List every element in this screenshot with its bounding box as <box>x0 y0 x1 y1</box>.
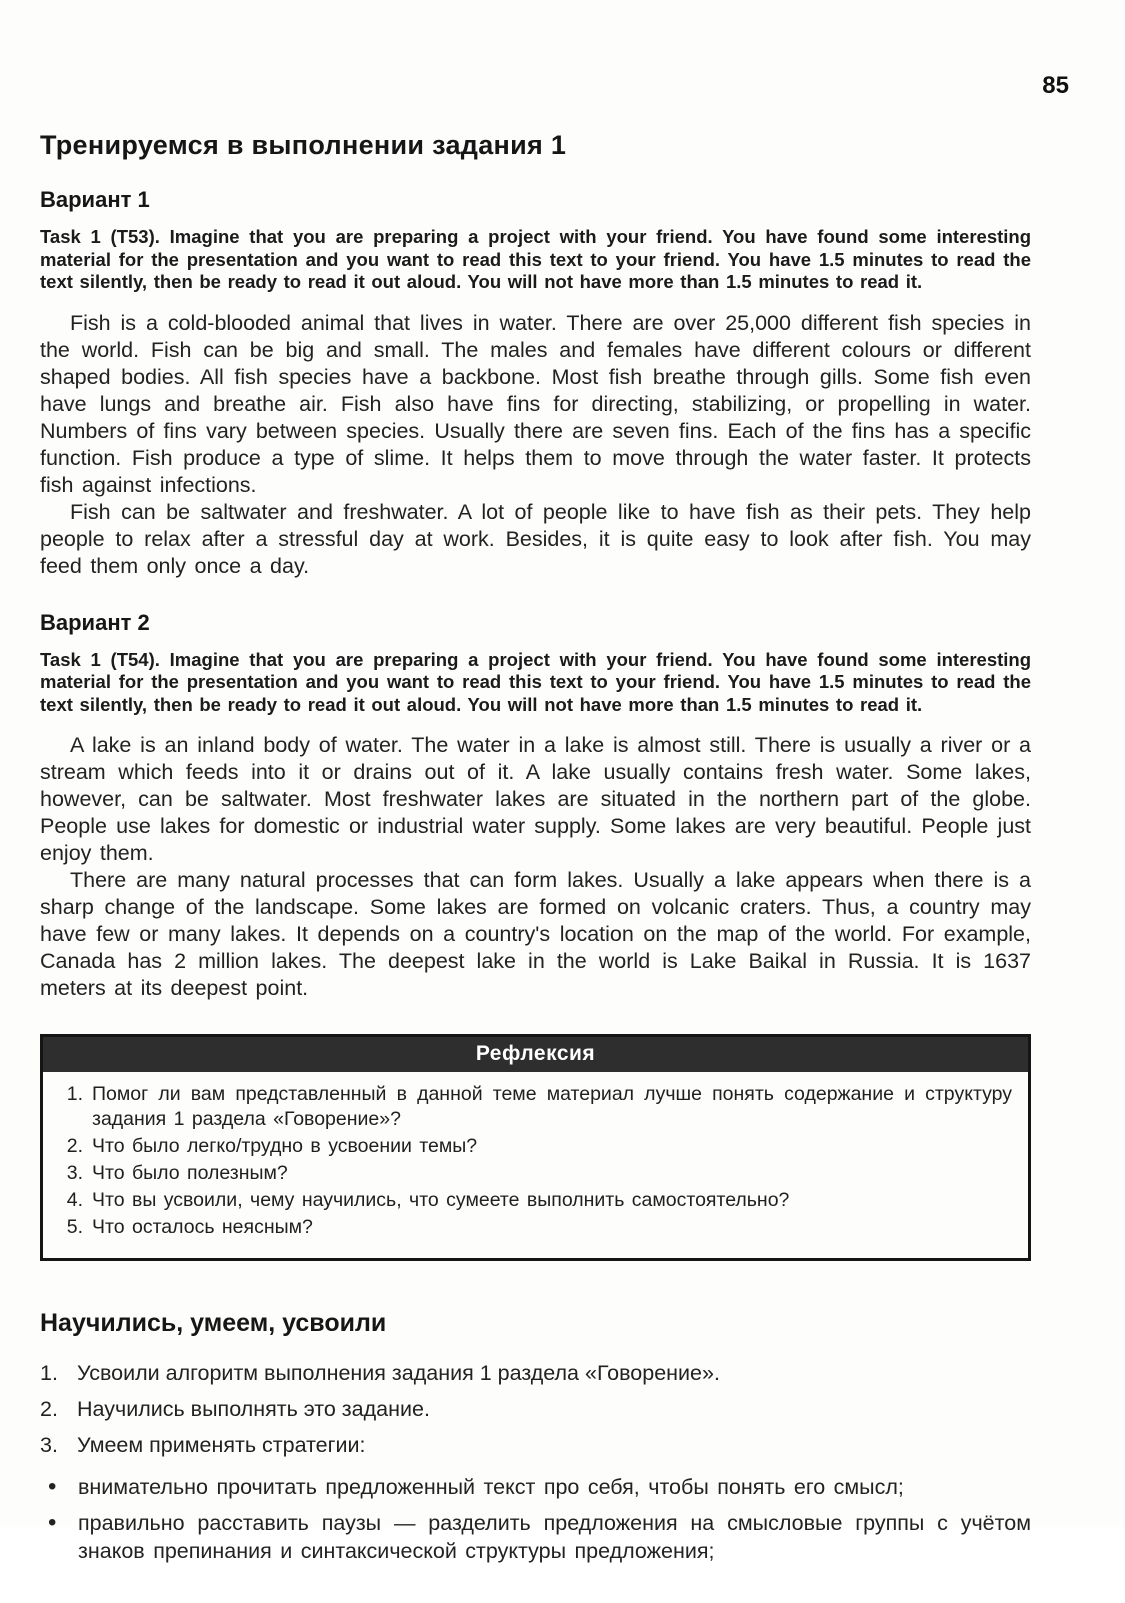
task-1-t54-label: Task 1 (T54). <box>40 648 160 670</box>
reflection-box <box>40 1034 1031 1261</box>
variant-2-section <box>40 610 1031 1003</box>
item-text: Что вы усвоили, чему научились, что сумеете выполнить самостоятельно? <box>92 1189 790 1211</box>
item-text: Что осталось неясным? <box>92 1216 313 1238</box>
reflection-item-2 <box>53 1134 1012 1159</box>
learned-item-1 <box>40 1360 1031 1387</box>
item-number: 2. <box>40 1397 58 1421</box>
variant-1-heading: Вариант 1 <box>40 187 150 212</box>
reflection-title: Рефлексия <box>43 1037 1028 1072</box>
variant-1-paragraph-1: Fish is a cold-blooded animal that lives in water. There are over 25,000 different fish species in the world. Fish can be big and small. The males and females have different colours or different shaped bodies. All fish species have a backbone. Most fish breathe through gills. Some fish even have lungs and breathe air. Fish also have fins for directing, stabilizing, or propelling in water. Numbers of fins vary between species. Usually there are seven fins. Each of the fins has a specific function. Fish produce a type of slime. It helps them to move through the water faster. It protects fish against infections. <box>40 310 1031 497</box>
bullet-text: внимательно прочитать предложенный текст про себя, чтобы понять его смысл; <box>78 1475 904 1499</box>
bullet-icon <box>48 1473 70 1501</box>
task-1-t53-label: Task 1 (T53). <box>40 226 160 247</box>
task-1-t54-text: Imagine that you are preparing a project with your friend. You have found some interesting material for the presentation and you want to read this text to your friend. You have 1.5 minutes to read the text silently, then be ready to read it out aloud. You will not have more than 1.5 minutes to read it. <box>40 648 1032 715</box>
variant-1-paragraph-2: Fish can be saltwater and freshwater. A lot of people like to have fish as their pets. They help people to relax after a stressful day at work. Besides, it is quite easy to look after fish. You may feed them only once a day. <box>40 499 1031 578</box>
reflection-item-5 <box>53 1215 1012 1240</box>
item-number: 1. <box>66 1083 83 1105</box>
item-text: Умеем применять стратегии: <box>77 1433 366 1457</box>
learned-heading: Научились, умеем, усвоили <box>40 1309 387 1337</box>
item-text: Что было полезным? <box>92 1162 288 1184</box>
learned-item-2 <box>40 1396 1031 1423</box>
reflection-item-3 <box>53 1161 1012 1186</box>
reflection-item-1 <box>53 1082 1012 1132</box>
page-title: Тренируемся в выполнении задания 1 <box>40 130 567 160</box>
bullet-text: правильно расставить паузы — разделить предложения на смысловые группы с учётом знаков препинания и синтаксической структуры предложения; <box>78 1511 1031 1563</box>
reflection-item-4 <box>53 1188 1012 1213</box>
item-text: Усвоили алгоритм выполнения задания 1 раздела «Говорение». <box>77 1361 720 1385</box>
variant-1-section <box>40 187 1031 580</box>
variant-2-paragraph-1: A lake is an inland body of water. The water in a lake is almost still. There is usually a river or a stream which feeds into it or drains out of it. A lake usually contains fresh water. Some lakes, however, can be saltwater. Most freshwater lakes are situated in the northern part of the globe. People use lakes for domestic or industrial water supply. Some lakes are very beautiful. People just enjoy them. <box>40 733 1031 865</box>
item-number: 5. <box>66 1216 83 1238</box>
reflection-list <box>43 1072 1028 1258</box>
item-text: Что было легко/трудно в усвоении темы? <box>92 1135 478 1157</box>
variant-2-task-instruction <box>40 649 1031 717</box>
item-number: 3. <box>40 1433 58 1457</box>
learned-item-3 <box>40 1432 1031 1459</box>
item-number: 1. <box>40 1361 58 1385</box>
task-1-t53-text: Imagine that you are preparing a project with your friend. You have found some interesting material for the presentation and you want to read this text to your friend. You have 1.5 minutes to read the text silently, then be ready to read it out aloud. You will not have more than 1.5 minutes to read it. <box>40 226 1032 292</box>
variant-2-heading: Вариант 2 <box>40 609 150 635</box>
item-text: Научились выполнять это задание. <box>77 1397 430 1421</box>
variant-1-task-instruction <box>40 226 1031 294</box>
strategy-bullet-1 <box>40 1473 1031 1501</box>
item-number: 2. <box>66 1135 83 1157</box>
item-number: 4. <box>66 1189 83 1211</box>
item-number: 3. <box>66 1162 83 1184</box>
bullet-icon <box>48 1509 70 1565</box>
item-text: Помог ли вам представленный в данной теме материал лучше понять содержание и структуру задания 1 раздела «Говорение»? <box>92 1083 1012 1130</box>
strategy-bullet-2 <box>40 1509 1031 1565</box>
page-number: 85 <box>1042 72 1069 99</box>
variant-2-paragraph-2: There are many natural processes that can form lakes. Usually a lake appears when there is a sharp change of the landscape. Some lakes are formed on volcanic craters. Thus, a country may have few or many lakes. It depends on a country's location on the map of the world. For example, Canada has 2 million lakes. The deepest lake in the world is Lake Baikal in Russia. It is 1637 meters at its deepest point. <box>40 868 1031 1000</box>
